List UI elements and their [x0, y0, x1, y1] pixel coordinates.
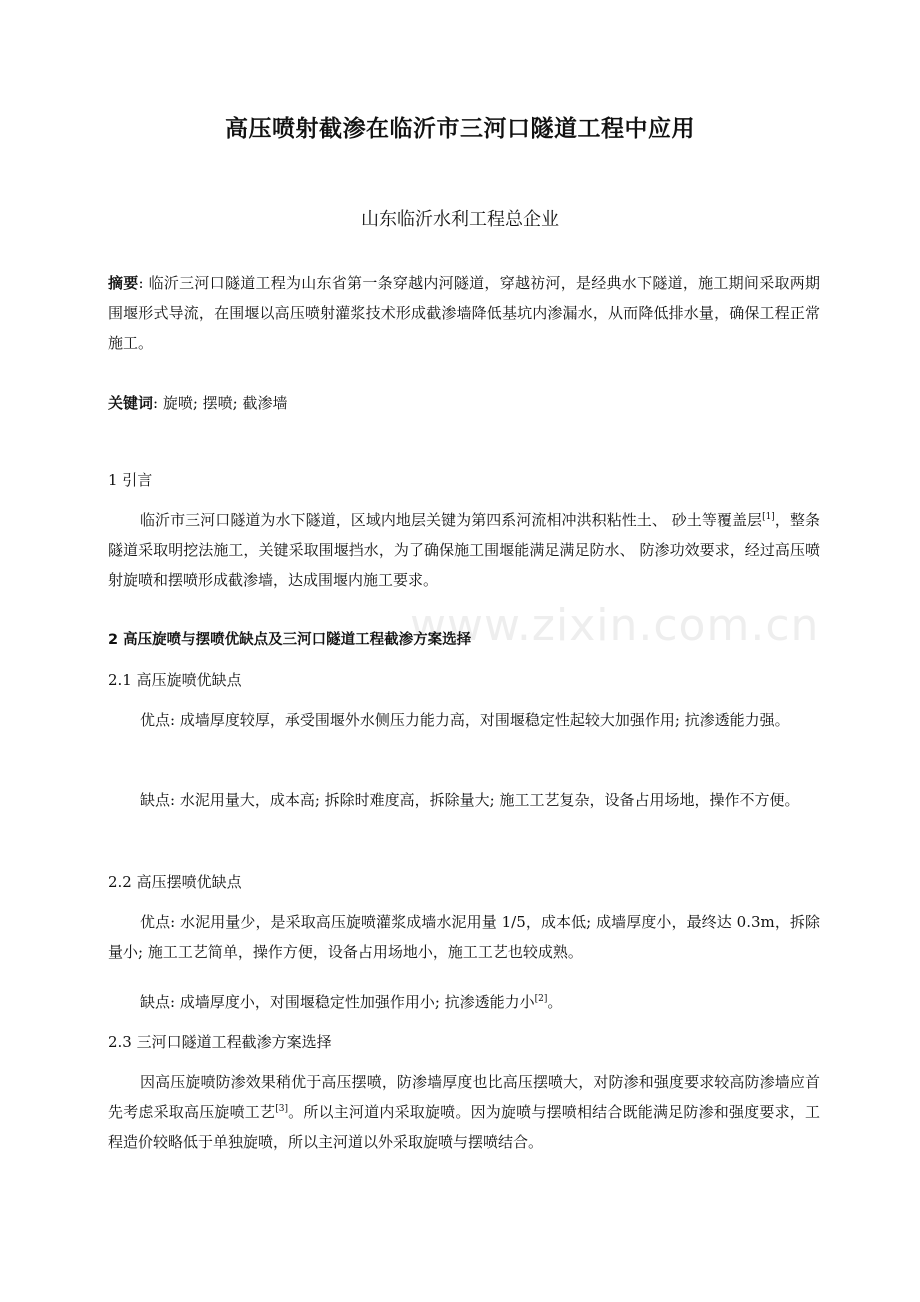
section-2-1-advantages: 优点: 成墙厚度较厚，承受围堰外水侧压力能力高，对围堰稳定性起较大加强作用; 抗渗透能力强。 [140, 711, 790, 729]
abstract-paragraph [108, 268, 820, 358]
citation-ref-2: [2] [534, 994, 548, 1004]
section-1-paragraph [108, 505, 820, 595]
section-2-3-paragraph [108, 1067, 820, 1157]
section-2-3-text-b: 。所以主河道内采取旋喷。因为旋喷与摆喷相结合既能满足防渗和强度要求，工程造价较略低于单独旋喷，所以主河道以外采取旋喷与摆喷结合。 [108, 1103, 820, 1151]
section-2-2-disadvantages [108, 987, 820, 1017]
section-1-text-a: 临沂市三河口隧道为水下隧道，区域内地层关键为第四系河流相冲洪积粘性土、 砂土等覆盖层 [140, 511, 763, 529]
section-2-2-heading: 2.2 高压摆喷优缺点 [108, 873, 242, 891]
keywords-text: : 旋喷; 摆喷; 截渗墙 [153, 394, 288, 412]
citation-ref-1: [1] [762, 512, 775, 522]
author-organization: 山东临沂水利工程总企业 [361, 209, 559, 230]
section-2-3-heading: 2.3 三河口隧道工程截渗方案选择 [108, 1033, 332, 1051]
keywords-paragraph [108, 388, 820, 418]
section-2-2-disadvantages-text-b: 。 [547, 993, 563, 1011]
section-1-heading: 1 引言 [108, 471, 153, 489]
citation-ref-3: [3] [275, 1104, 288, 1114]
section-2-heading: 2 高压旋喷与摆喷优缺点及三河口隧道工程截渗方案选择 [108, 632, 472, 648]
document-title: 高压喷射截渗在临沂市三河口隧道工程中应用 [225, 116, 695, 142]
section-2-1-disadvantages: 缺点: 水泥用量大，成本高; 拆除时难度高，拆除量大; 施工工艺复杂，设备占用场地，操作不方便。 [140, 791, 800, 809]
keywords-label: 关键词 [108, 394, 154, 412]
watermark: www.zixin.com.cn [410, 600, 820, 651]
abstract-label: 摘要 [108, 274, 139, 292]
section-2-3-text-a: 因高压旋喷防渗效果稍优于高压摆喷，防渗墙厚度也比高压摆喷大，对防渗和强度要求较高防渗墙应首先考虑采取高压旋喷工艺 [108, 1073, 820, 1121]
section-2-2-disadvantages-text-a: 缺点: 成墙厚度小，对围堰稳定性加强作用小; 抗渗透能力小 [140, 993, 535, 1011]
section-2-1-heading: 2.1 高压旋喷优缺点 [108, 671, 242, 689]
section-2-2-advantages: 优点: 水泥用量少，是采取高压旋喷灌浆成墙水泥用量 1/5，成本低; 成墙厚度小，最终达 0.3m，拆除量小; 施工工艺简单，操作方便，设备占用场地小，施工工艺也较成熟。 [108, 913, 820, 961]
abstract-text: : 临沂三河口隧道工程为山东省第一条穿越内河隧道，穿越祊河，是经典水下隧道，施工期间采取两期围堰形式导流，在围堰以高压喷射灌浆技术形成截渗墙降低基坑内渗漏水，从而降低排水量，确保工程正常施工。 [108, 274, 820, 352]
section-1-text-b: ，整条隧道采取明挖法施工，关键采取围堰挡水，为了确保施工围堰能满足满足防水、 防渗功效要求，经过高压喷射旋喷和摆喷形成截渗墙，达成围堰内施工要求。 [108, 511, 820, 589]
